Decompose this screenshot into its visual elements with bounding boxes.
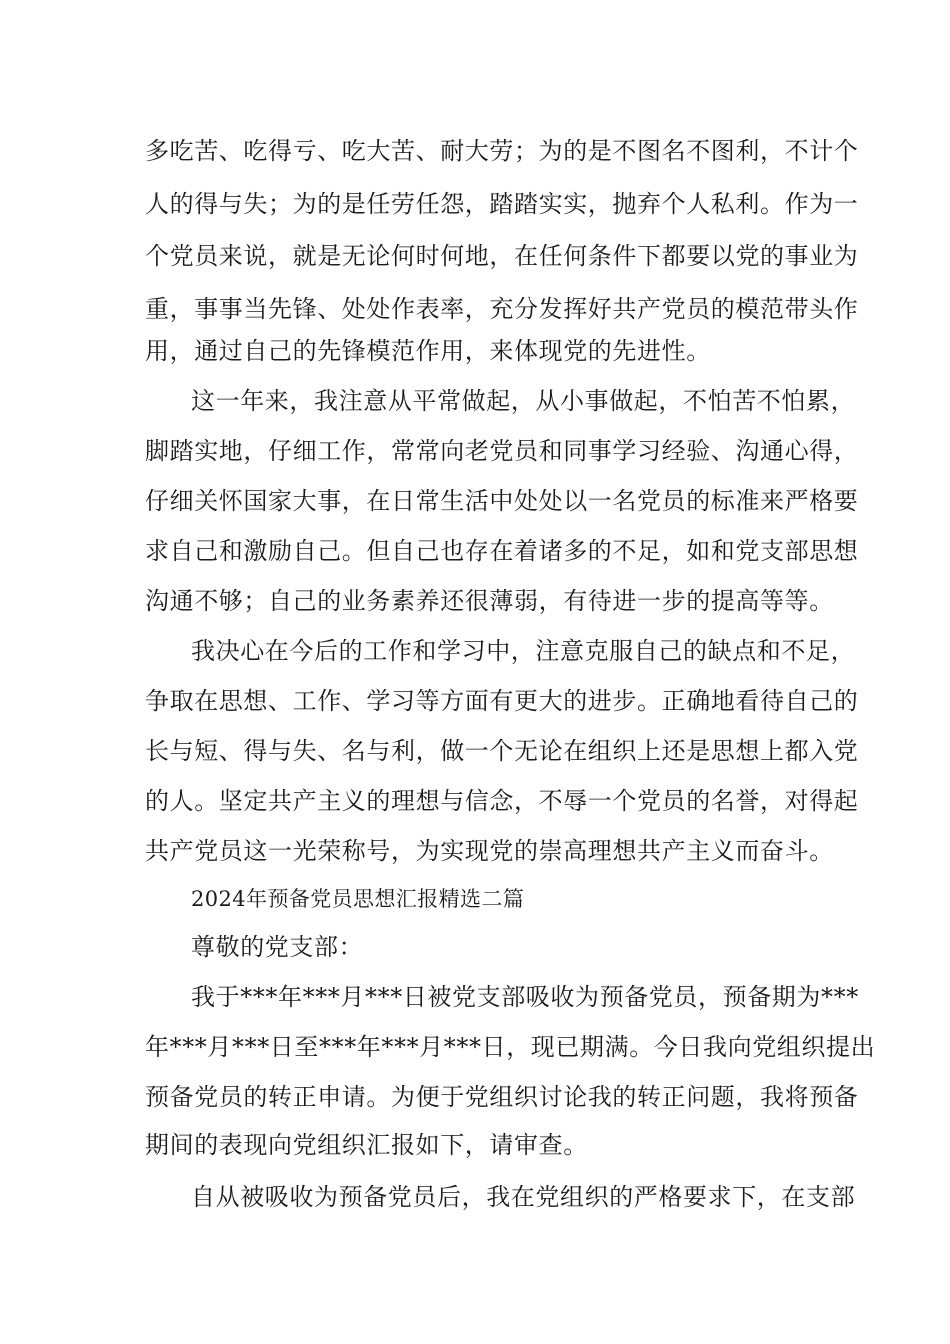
- text-line: 重，事事当先锋、处处作表率，充分发挥好共产党员的模范带头作: [145, 295, 859, 323]
- text-line: 多吃苦、吃得亏、吃大苦、耐大劳；为的是不图名不图利，不计个: [145, 137, 859, 165]
- paragraph-first-line: 我决心在今后的工作和学习中，注意克服自己的缺点和不足，: [191, 637, 856, 665]
- paragraph-first-line: 自从被吸收为预备党员后，我在党组织的严格要求下，在支部: [191, 1183, 856, 1211]
- section-heading: 2024年预备党员思想汇报精选二篇: [191, 887, 525, 911]
- text-line: 人的得与失；为的是任劳任怨，踏踏实实，抛弃个人私利。作为一: [145, 190, 859, 218]
- paragraph-first-line: 这一年来，我注意从平常做起，从小事做起，不怕苦不怕累，: [191, 387, 856, 415]
- paragraph-first-line: 我于***年***月***日被党支部吸收为预备党员，预备期为***: [191, 983, 859, 1011]
- text-line: 长与短、得与失、名与利，做一个无论在组织上还是思想上都入党: [145, 737, 859, 765]
- text-line: 脚踏实地，仔细工作，常常向老党员和同事学习经验、沟通心得，: [145, 437, 859, 465]
- text-line: 共产党员这一光荣称号，为实现党的崇高理想共产主义而奋斗。: [145, 837, 834, 865]
- text-line: 争取在思想、工作、学习等方面有更大的进步。正确地看待自己的: [145, 687, 859, 715]
- text-line: 期间的表现向党组织汇报如下，请审查。: [145, 1131, 588, 1159]
- text-line: 年***月***日至***年***月***日，现已期满。今日我向党组织提出: [145, 1033, 876, 1061]
- text-line: 仔细关怀国家大事，在日常生活中处处以一名党员的标准来严格要: [145, 487, 859, 515]
- text-line: 个党员来说，就是无论何时何地，在任何条件下都要以党的事业为: [145, 242, 859, 270]
- text-line: 用，通过自己的先锋模范作用，来体现党的先进性。: [145, 337, 711, 365]
- text-line: 预备党员的转正申请。为便于党组织讨论我的转正问题，我将预备: [145, 1083, 859, 1111]
- salutation: 尊敬的党支部：: [191, 933, 364, 961]
- text-line: 求自己和激励自己。但自己也存在着诸多的不足，如和党支部思想: [145, 537, 859, 565]
- text-line: 沟通不够；自己的业务素养还很薄弱，有待进一步的提高等等。: [145, 587, 834, 615]
- text-line: 的人。坚定共产主义的理想与信念，不辱一个党员的名誉，对得起: [145, 787, 859, 815]
